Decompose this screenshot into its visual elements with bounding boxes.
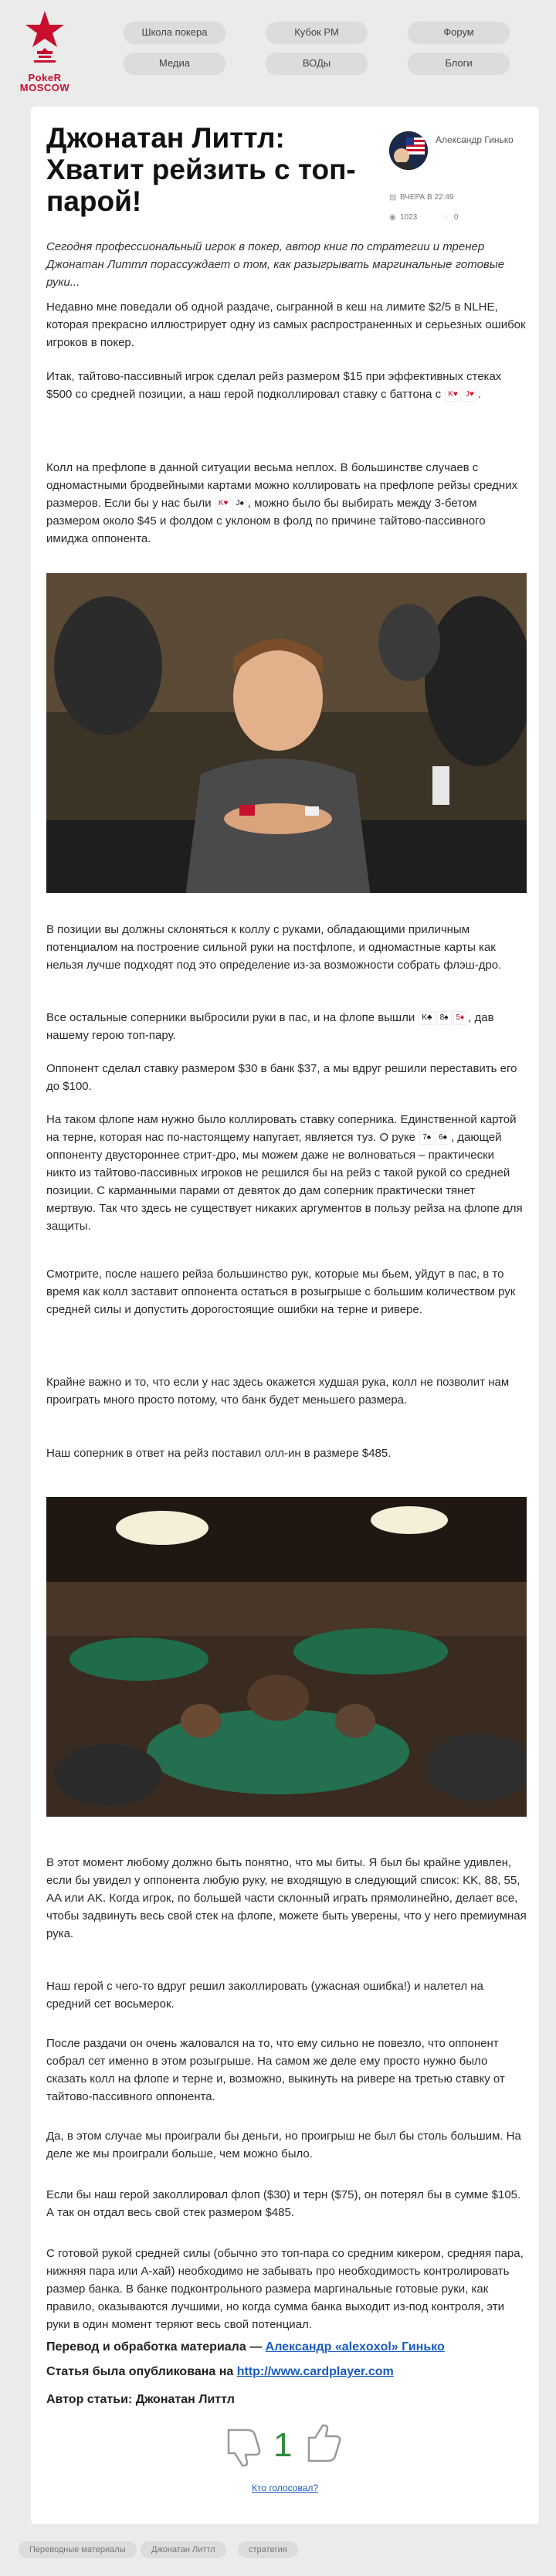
author-block — [389, 131, 528, 224]
paragraph-6: Оппонент сделал ставку размером $30 в банк $37, а мы вдруг решили переставить его до $100. — [46, 1062, 517, 1093]
paragraph-3 — [46, 459, 527, 548]
tag-list — [19, 2541, 544, 2560]
card-chip: K♣ — [419, 1011, 435, 1025]
nav-item-forum[interactable]: Форум — [408, 22, 510, 43]
nav-item-vody[interactable]: ВОДы — [266, 53, 368, 74]
paragraph-7 — [46, 1111, 527, 1235]
article-lead: Сегодня профессиональный игрок в покер, автор книг по стратегии и тренер Джонатан Литтл порассуждает о том, как разыгрывать маргинальные готовые руки... — [46, 240, 505, 289]
credit-label: Перевод и обработка материала — — [46, 2340, 266, 2354]
site-logo[interactable] — [14, 8, 76, 94]
article-title: Джонатан Литтл: Хватит рейзить с топ-парой! — [46, 122, 356, 217]
author-avatar[interactable] — [389, 131, 428, 170]
article-photo-2 — [46, 1497, 527, 1817]
card-chip: 6♠ — [436, 1131, 450, 1145]
paragraph-5-text-b: , дав нашему герою топ-пару. — [46, 1011, 494, 1042]
poker-player-photo — [46, 573, 527, 893]
card-chip: 7♠ — [419, 1131, 434, 1145]
tag-translated-materials[interactable]: Переводные материалы — [19, 2541, 137, 2558]
credit-author-link[interactable]: Александр «alexoxol» Гинько — [265, 2340, 445, 2354]
logo-text-line2: MOSCOW — [19, 82, 70, 93]
paragraph-1: Недавно мне поведали об одной раздаче, сыгранной в кеш на лимите $2/5 в NLHE, которая прекрасно иллюстрирует одну из самых распространенных и серьезных ошибок игроков в покер. — [46, 300, 526, 349]
card-chip: K♥ — [445, 388, 461, 402]
logo-text-line1: PokeR — [28, 72, 62, 83]
article-photo-1 — [46, 573, 527, 893]
paragraph-3-text-b: , можно было бы выбирать между 3-бетом размером около $45 и фолдом с уклоном в фолд по причине тайтово-пассивного имиджа оппонента. — [46, 497, 486, 545]
tag-jonathan-little[interactable]: Джонатан Литтл — [141, 2541, 226, 2558]
article-date-text: ВЧЕРА В 22:49 — [400, 193, 454, 202]
article-stats — [389, 213, 458, 222]
logo-text — [14, 73, 76, 93]
paragraph-16: С готовой рукой средней силы (обычно это топ-пара со средним кикером, средняя пара, нижняя пара или A-хай) необходимо не забывать про необходимость контролировать размер банка. В банке подконтрольного размера маргинальные готовые руки, как правило, оказываются лучшими, но когда сумма банка выходит из-под контроля, эти руки в один момент теряют весь свой потенциал. — [46, 2247, 524, 2331]
eye-icon: ◉ — [389, 213, 396, 222]
comment-icon[interactable]: ◌ — [442, 213, 448, 222]
paragraph-8: Смотрите, после нашего рейза большинство рук, которые мы бьем, уйдут в пас, в то время как колл заставит оппонента остаться в розыгрыше с большим количеством рук средней силы и допустить дорогостоящие ошибки на терне и ривере. — [46, 1268, 516, 1316]
views-count: 1023 — [400, 213, 418, 222]
nav-item-media[interactable]: Медиа — [124, 53, 225, 74]
avatar-flag-icon — [389, 131, 428, 170]
nav-item-poker-school[interactable]: Школа покера — [124, 22, 225, 43]
author-name[interactable]: Александр Гинько — [436, 134, 514, 145]
nav-item-blogs[interactable]: Блоги — [408, 53, 510, 74]
paragraph-7-text-a: На таком флопе нам нужно было коллировать ставку соперника. Единственной картой на терне, которая нас по-настоящему напугает, является туз. О руке — [46, 1113, 517, 1144]
paragraph-2 — [46, 368, 527, 403]
card-chip: K♥ — [215, 497, 232, 511]
paragraph-2-text: Итак, тайтово-пассивный игрок сделал рейз размером $15 при эффективных стеках $500 со средней позиции, а наш герой подколлировал ставку с баттона с — [46, 370, 502, 401]
star-logo-icon — [14, 8, 76, 73]
card-chip: 8♠ — [437, 1011, 452, 1025]
paragraph-4: В позиции вы должны склоняться к коллу с руками, обладающими приличным потенциалом на построение сильной руки на постфлопе, и одномастные карты как нельзя лучше подходят под это определение из-за возможности собрать флэш-дро. — [46, 923, 502, 972]
paragraph-7-text-b: , дающей оппоненту двустороннее стрит-дро, мы можем даже не волноваться – практически никто из тайтово-пассивных игроков не решился бы на рейз с такой рукой со средней позиции. С карманными парами от девяток до дам соперник практически тянет мертвую. Так что здесь не существует никаких аргументов в пользу рейза на флопе для защиты. — [46, 1131, 523, 1233]
thumbs-up-icon[interactable] — [304, 2424, 344, 2467]
published-label: Статья была опубликована на — [46, 2365, 237, 2378]
card-chip: J♥ — [463, 388, 477, 402]
paragraph-10: Наш соперник в ответ на рейз поставил олл-ин в размере $485. — [46, 1447, 392, 1460]
paragraph-13: После раздачи он очень жаловался на то, что ему сильно не повезло, что оппонент собрал сет именно в этом розыгрыше. На самом же деле ему просто нужно было сказать колл на флопе и терне и, возможно, выкинуть на ривере на третью ставку от тайтово-пассивного оппонента. — [46, 2037, 505, 2103]
vote-count: 1 — [273, 2426, 293, 2464]
poker-hall-photo — [46, 1497, 527, 1817]
published-on — [46, 2364, 527, 2381]
vote-widget — [224, 2424, 348, 2470]
paragraph-9: Крайне важно и то, что если у нас здесь окажется худшая рука, колл не позволит нам проиграть много просто потому, что банк будет меньшего размера. — [46, 1376, 510, 1407]
nav-item-cup-pm[interactable]: Кубок РМ — [266, 22, 368, 43]
article-card — [31, 107, 539, 2524]
source-link[interactable]: http://www.cardplayer.com — [236, 2365, 394, 2378]
tag-strategy[interactable]: стратегия — [238, 2541, 298, 2558]
paragraph-12: Наш герой с чего-то вдруг решил заколлировать (ужасная ошибка!) и налетел на средний сет восьмерок. — [46, 1980, 483, 2011]
card-chip: J♠ — [232, 497, 246, 511]
thumbs-down-icon[interactable] — [224, 2424, 264, 2467]
paragraph-14: Да, в этом случае мы проиграли бы деньги, но проигрыш не был бы столь большим. На деле же мы проиграли больше, чем можно было. — [46, 2130, 521, 2160]
who-voted-link[interactable]: Кто голосовал? — [251, 2483, 319, 2493]
paragraph-5-text-a: Все остальные соперники выбросили руки в пас, и на флопе вышли — [46, 1011, 415, 1024]
article-date — [389, 193, 453, 202]
calendar-icon: ▤ — [389, 193, 397, 202]
paragraph-3-text-a: Колл на префлопе в данной ситуации весьма неплох. В большинстве случаев с одномастными бродвейными картами можно коллировать на префлопе рейзы средних размеров. Если бы у нас были — [46, 461, 518, 510]
translation-credit — [46, 2339, 527, 2356]
paragraph-11: В этот момент любому должно быть понятно, что мы биты. Я был бы крайне удивлен, если бы увидел у оппонента любую руку, не входящую в следующий список: KK, 88, 55, AA или AK. Когда игрок, по большей части склонный играть прямолинейно, делает все, чтобы задвинуть весь свой стек на флопе, можете быть уверены, что у него премиумная рука. — [46, 1856, 527, 1940]
paragraph-2-end: . — [477, 388, 481, 401]
card-chip: 5♦ — [453, 1011, 468, 1025]
paragraph-5 — [46, 1009, 527, 1044]
site-header — [0, 0, 556, 99]
article-author-line: Автор статьи: Джонатан Литтл — [46, 2393, 235, 2406]
comments-count[interactable]: 0 — [453, 213, 459, 222]
paragraph-15: Если бы наш герой заколлировал флоп ($30) и терн ($75), он потерял бы в сумме $105. А так он отдал весь свой стек размером $485. — [46, 2188, 521, 2219]
